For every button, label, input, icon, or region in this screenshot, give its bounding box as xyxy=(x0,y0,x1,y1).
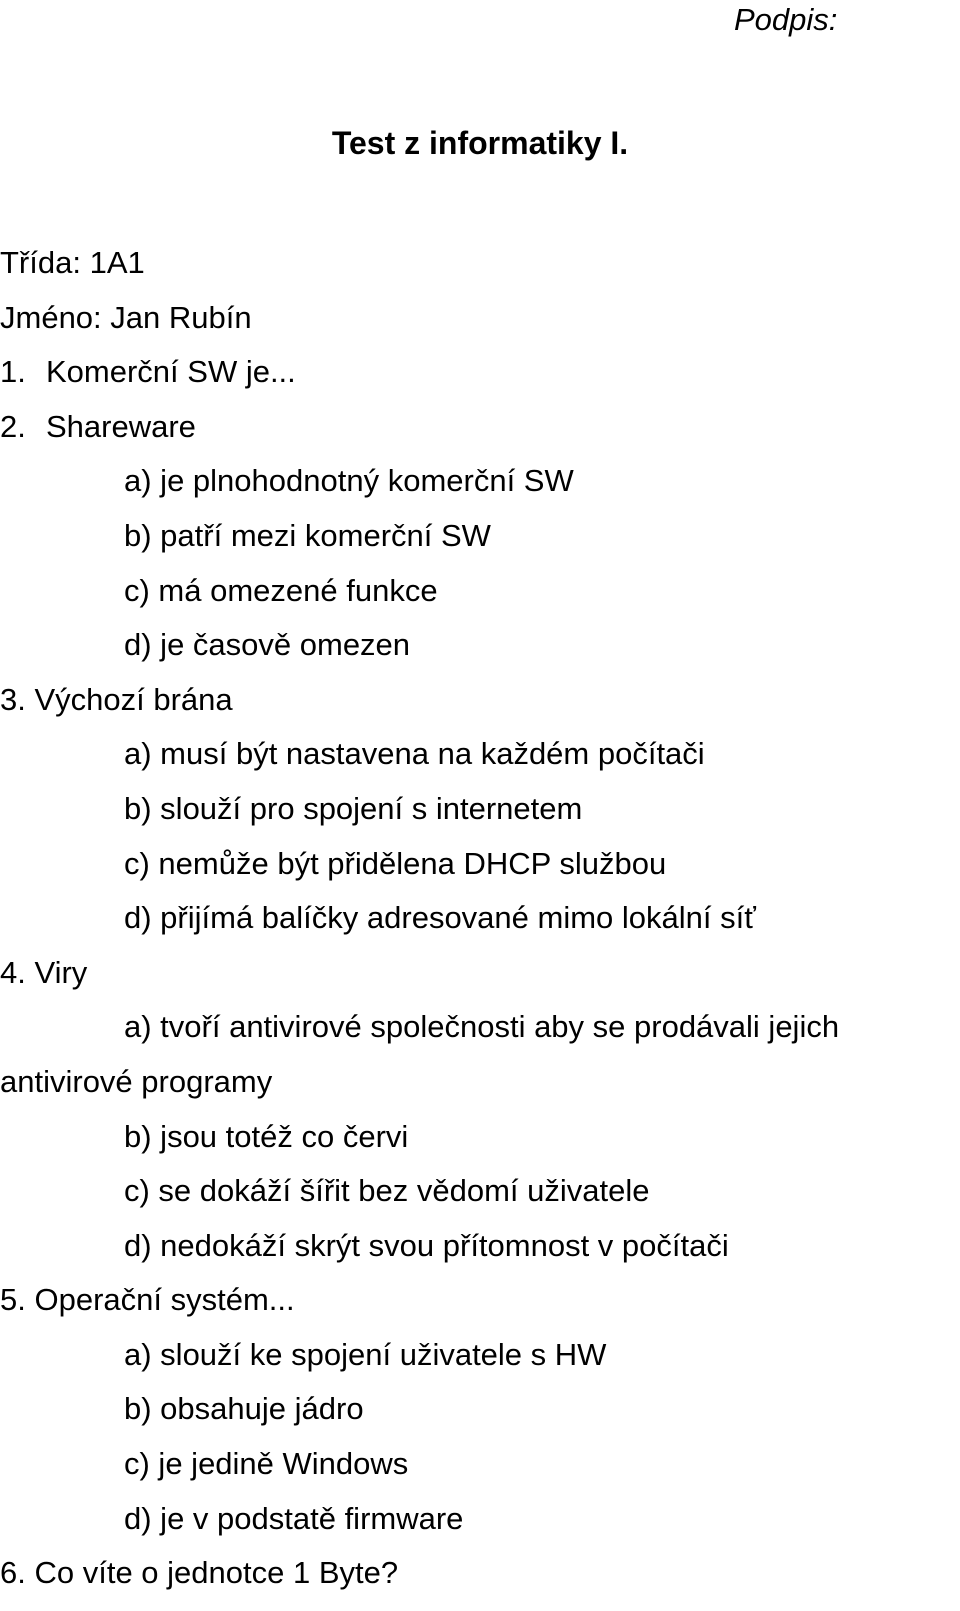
question-number: 3. xyxy=(0,681,26,717)
question-5-option-a: a) slouží ke spojení uživatele s HW xyxy=(124,1336,607,1372)
question-3-option-c: c) nemůže být přidělena DHCP službou xyxy=(124,845,667,881)
question-number: 6. xyxy=(0,1555,26,1591)
name-line: Jméno: Jan Rubín xyxy=(0,299,252,335)
question-5 xyxy=(0,1273,960,1328)
question-2-option-a: a) je plnohodnotný komerční SW xyxy=(124,463,574,499)
question-text: Výchozí brána xyxy=(34,681,233,717)
question-2-option-b: b) patří mezi komerční SW xyxy=(124,517,491,553)
question-number: 1. xyxy=(0,354,26,390)
question-5-option-d: d) je v podstatě firmware xyxy=(124,1500,464,1536)
question-3-option-b: b) slouží pro spojení s internetem xyxy=(124,790,583,826)
question-4-option-a-continuation: antivirové programy xyxy=(0,1063,273,1099)
question-2-option-c: c) má omezené funkce xyxy=(124,572,438,608)
question-2-option-d: d) je časově omezen xyxy=(124,627,411,663)
question-3-option-d: d) přijímá balíčky adresované mimo lokální síť xyxy=(124,900,756,936)
question-3-option-a: a) musí být nastavena na každém počítači xyxy=(124,736,705,772)
question-number: 4. xyxy=(0,954,26,990)
question-5-option-c: c) je jedině Windows xyxy=(124,1446,409,1482)
question-4-option-b: b) jsou totéž co červi xyxy=(124,1118,409,1154)
question-6 xyxy=(0,1546,960,1601)
question-4-option-a: a) tvoří antivirové společnosti aby se prodávali jejich xyxy=(124,1009,840,1045)
question-number: 2. xyxy=(0,408,26,444)
question-4-option-d: d) nedokáží skrýt svou přítomnost v počítači xyxy=(124,1227,729,1263)
question-text: Komerční SW je... xyxy=(46,354,296,390)
question-text: Viry xyxy=(34,954,88,990)
page-title: Test z informatiky I. xyxy=(331,125,629,161)
question-number: 5. xyxy=(0,1282,26,1318)
question-text: Operační systém... xyxy=(34,1282,295,1318)
question-2 xyxy=(0,400,960,455)
question-3 xyxy=(0,673,960,728)
question-1 xyxy=(0,345,960,400)
question-4 xyxy=(0,946,960,1001)
question-text: Shareware xyxy=(46,408,196,444)
question-4-option-c: c) se dokáží šířit bez vědomí uživatele xyxy=(124,1173,650,1209)
test-content xyxy=(0,236,960,1601)
signature-label: Podpis: xyxy=(734,2,838,37)
class-line: Třída: 1A1 xyxy=(0,245,145,280)
question-5-option-b: b) obsahuje jádro xyxy=(124,1391,364,1427)
question-text: Co víte o jednotce 1 Byte? xyxy=(34,1555,399,1591)
